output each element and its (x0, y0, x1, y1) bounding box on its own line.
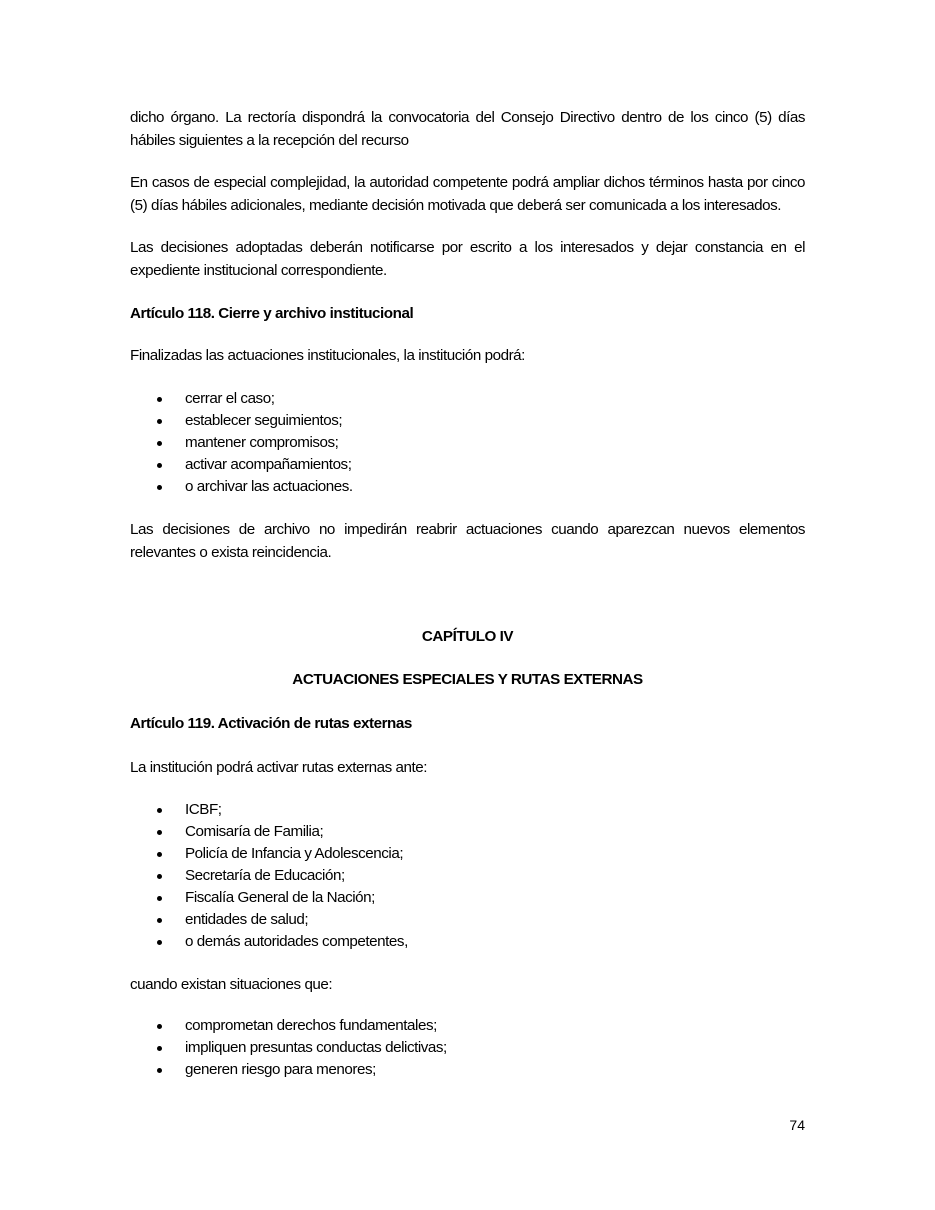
list-item-label: establecer seguimientos; (185, 412, 343, 429)
list-item-label: Secretaría de Educación; (185, 867, 345, 884)
list-item-label: impliquen presuntas conductas delictivas; (185, 1039, 447, 1056)
chapter-subtitle: ACTUACIONES ESPECIALES Y RUTAS EXTERNAS (292, 671, 643, 688)
list-item (130, 1015, 805, 1037)
list-item-label: Policía de Infancia y Adolescencia; (185, 845, 404, 862)
list-item-label: Comisaría de Familia; (185, 823, 324, 840)
chapter-title: CAPÍTULO IV (421, 628, 514, 645)
bullet-icon (157, 441, 162, 446)
list-item (130, 931, 805, 953)
page-number: 74 (789, 1117, 805, 1133)
list-item (130, 454, 805, 476)
bullet-icon (157, 852, 162, 857)
bullet-icon (157, 419, 162, 424)
paragraph-situaciones: cuando existan situaciones que: (130, 976, 333, 993)
list-item-label: comprometan derechos fundamentales; (185, 1017, 437, 1034)
paragraph-notificacion: Las decisiones adoptadas deberán notificarse por escrito a los interesados y dejar constancia en el expediente institucional correspondiente. (130, 239, 805, 279)
list-item (130, 843, 805, 865)
bullet-icon (157, 485, 162, 490)
list-item-label: generen riesgo para menores; (185, 1061, 376, 1078)
list-item (130, 865, 805, 887)
list-item (130, 909, 805, 931)
paragraph-recurso: dicho órgano. La rectoría dispondrá la convocatoria del Consejo Directivo dentro de los cinco (5) días hábiles siguientes a la recepción del recurso (130, 109, 805, 149)
list-situaciones (130, 1015, 805, 1081)
list-item-label: entidades de salud; (185, 911, 309, 928)
article-118-heading: Artículo 118. Cierre y archivo institucional (130, 305, 414, 322)
paragraph-complejidad: En casos de especial complejidad, la autoridad competente podrá ampliar dichos términos hasta por cinco (5) días hábiles adicionales, mediante decisión motivada que deberá ser comunicada a los interesados. (130, 174, 805, 214)
list-item (130, 799, 805, 821)
list-item (130, 821, 805, 843)
list-item (130, 432, 805, 454)
list-item (130, 1059, 805, 1081)
bullet-icon (157, 1024, 162, 1029)
list-item (130, 388, 805, 410)
paragraph-archivo: Las decisiones de archivo no impedirán reabrir actuaciones cuando aparezcan nuevos elementos relevantes o exista reincidencia. (130, 521, 805, 561)
list-item-label: Fiscalía General de la Nación; (185, 889, 375, 906)
list-item (130, 476, 805, 498)
bullet-icon (157, 1068, 162, 1073)
list-cierre-options (130, 388, 805, 498)
list-item (130, 410, 805, 432)
paragraph-rutas: La institución podrá activar rutas externas ante: (130, 759, 428, 776)
bullet-icon (157, 874, 162, 879)
list-autoridades (130, 799, 805, 953)
bullet-icon (157, 896, 162, 901)
list-item-label: activar acompañamientos; (185, 456, 352, 473)
bullet-icon (157, 1046, 162, 1051)
list-item-label: o demás autoridades competentes, (185, 933, 408, 950)
list-item-label: ICBF; (185, 801, 222, 818)
list-item (130, 1037, 805, 1059)
bullet-icon (157, 940, 162, 945)
bullet-icon (157, 830, 162, 835)
list-item-label: o archivar las actuaciones. (185, 478, 353, 495)
article-119-heading: Artículo 119. Activación de rutas externas (130, 715, 412, 732)
list-item-label: mantener compromisos; (185, 434, 339, 451)
list-item-label: cerrar el caso; (185, 390, 275, 407)
list-item (130, 887, 805, 909)
bullet-icon (157, 463, 162, 468)
bullet-icon (157, 397, 162, 402)
bullet-icon (157, 918, 162, 923)
paragraph-finalizadas: Finalizadas las actuaciones institucionales, la institución podrá: (130, 347, 525, 364)
bullet-icon (157, 808, 162, 813)
